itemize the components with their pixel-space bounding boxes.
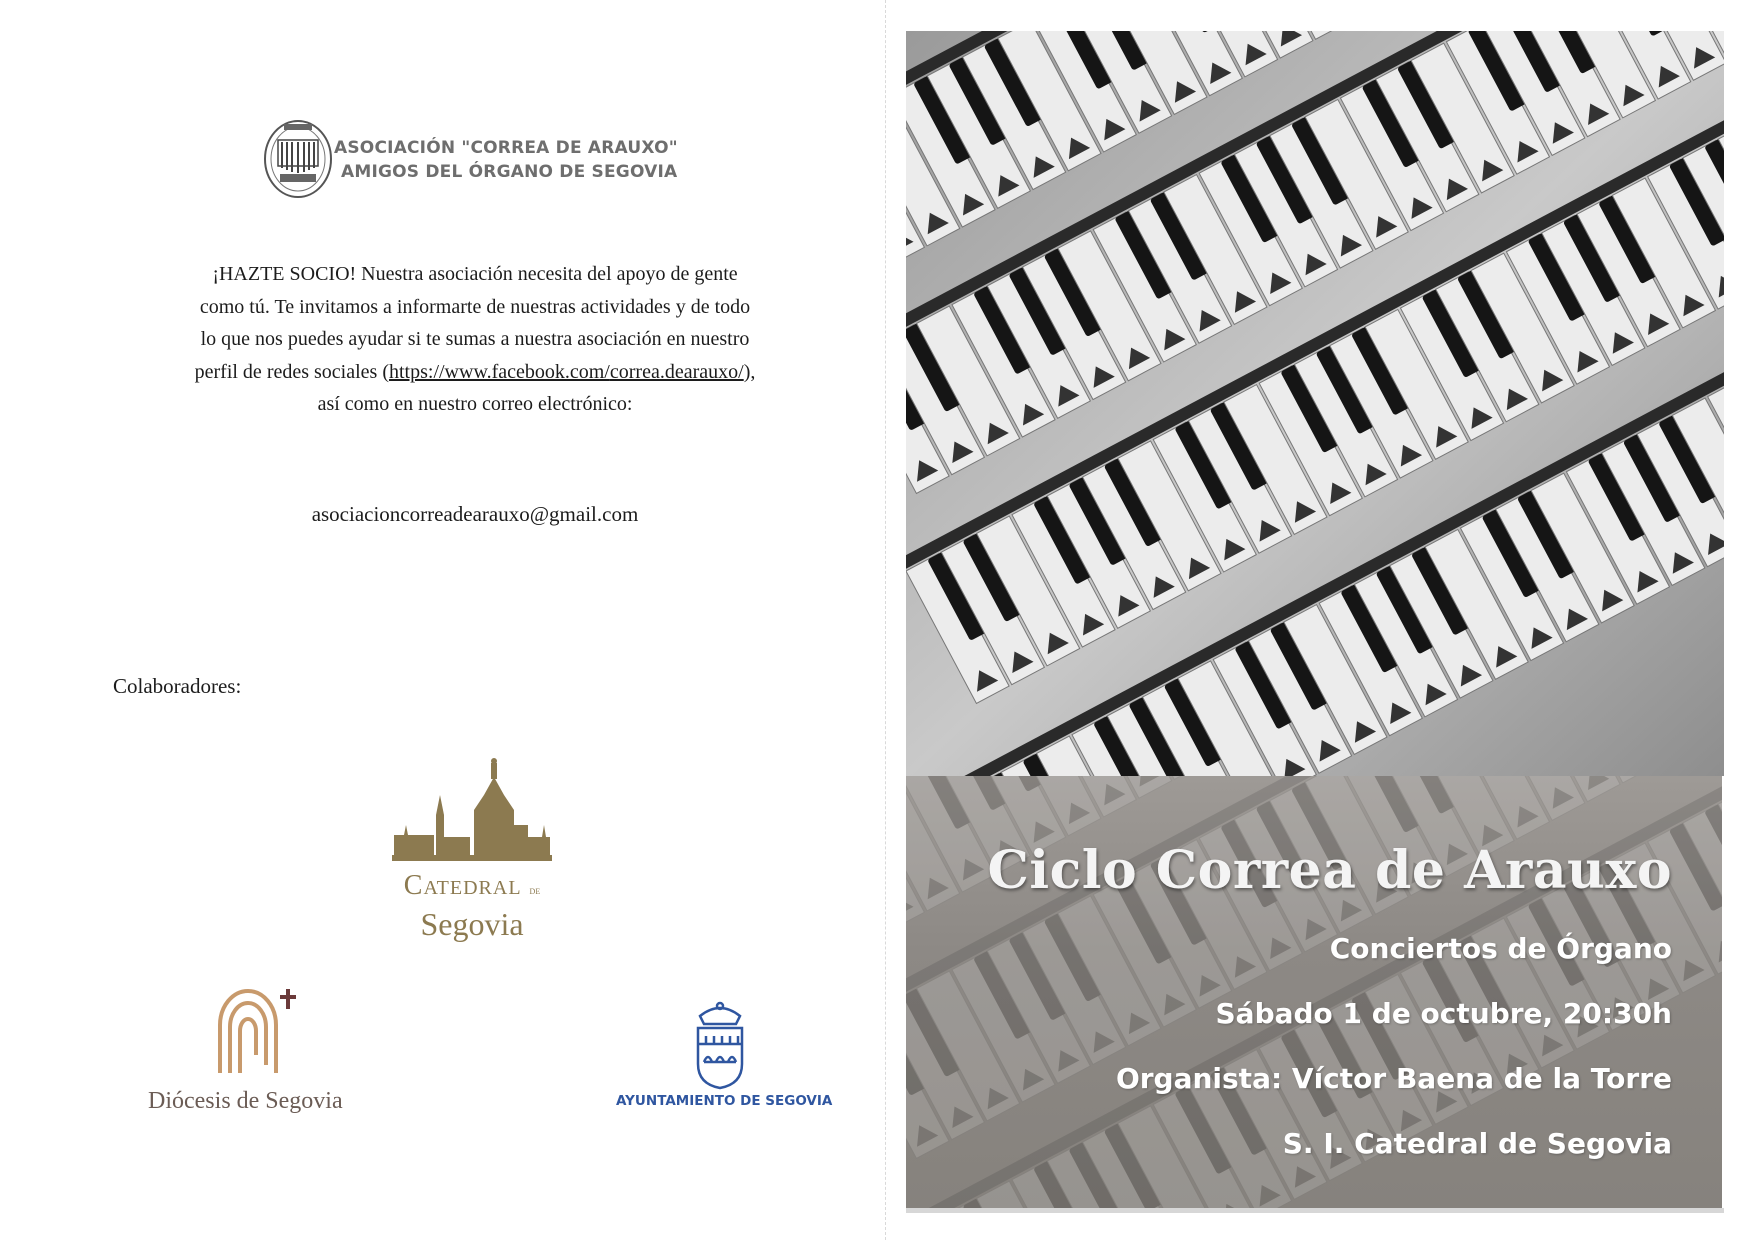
facebook-link[interactable]	[389, 361, 744, 383]
panel-shadow	[906, 1208, 1724, 1213]
email-address[interactable]: asociacioncorreadearauxo@gmail.com	[311, 502, 639, 526]
facebook-link-line1: https://www.facebook.com/	[388, 360, 610, 383]
ayuntamiento-wordmark: AYUNTAMIENTO DE SEGOVIA	[616, 1093, 833, 1109]
association-logo	[262, 118, 334, 200]
event-venue: S. I. Catedral de Segovia	[1282, 1127, 1672, 1160]
intro-paragraph	[190, 258, 760, 421]
event-title: Ciclo Correa de Arauxo	[987, 840, 1672, 901]
facebook-link-line2: correa.dearauxo/	[609, 360, 744, 383]
event-organist: Organista: Víctor Baena de la Torre	[1115, 1062, 1672, 1095]
organ-keyboard-photo	[906, 31, 1724, 776]
event-subtitle: Conciertos de Órgano	[1329, 932, 1672, 965]
catedral-wordmark	[392, 870, 552, 941]
intro-text-before: ¡HAZTE SOCIO! Nuestra asociación necesita del apoyo de gente como tú. Te invitamos a informarte de nuestras actividades y de todo lo que nos puedes ayudar si te sumas a nuestra asociación en nuestro perfil de redes sociales (	[194, 263, 751, 383]
fold-line	[885, 0, 886, 1240]
event-info-panel	[906, 776, 1722, 1210]
association-name-line1: ASOCIACIÓN "CORREA DE ARAUXO"	[334, 138, 678, 158]
event-date: Sábado 1 de octubre, 20:30h	[1215, 997, 1672, 1030]
diocesis-wordmark: Diócesis de Segovia	[148, 1088, 343, 1114]
catedral-logo	[392, 755, 552, 865]
catedral-word: Catedral	[403, 870, 522, 901]
association-name-line2: AMIGOS DEL ÓRGANO DE SEGOVIA	[341, 162, 678, 182]
diocesis-logo	[210, 985, 310, 1077]
collaborators-label: Colaboradores:	[113, 674, 242, 698]
ayuntamiento-shield-icon	[690, 1000, 750, 1090]
catedral-de: de	[529, 885, 541, 897]
association-name	[334, 136, 678, 184]
intro-text-after: ), así como en nuestro correo electrónico:	[317, 360, 756, 415]
catedral-segovia: Segovia	[420, 906, 524, 942]
